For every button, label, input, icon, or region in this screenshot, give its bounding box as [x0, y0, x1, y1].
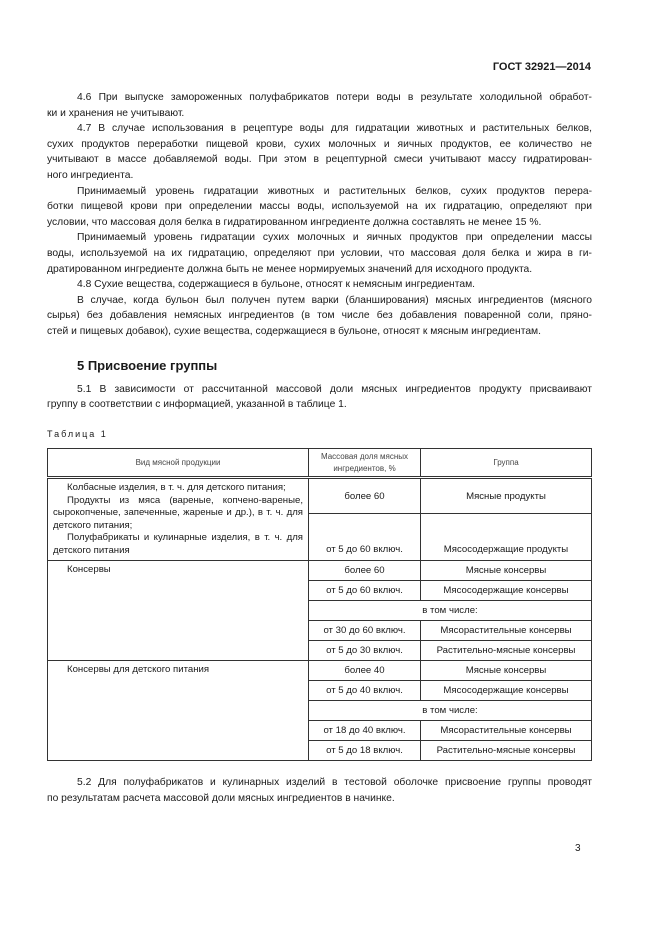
header-product-type: Вид мясной продукции: [48, 449, 309, 478]
header-meat-share: Массовая доля мясных ингредиентов, %: [309, 449, 421, 478]
paragraph-line: учитывают в массе добавляемой воды. При этом в рецептурной смеси учитывают массу гидратирован-: [47, 154, 592, 166]
paragraph-line: сухих продуктов переработки пищевой крови, сухих молочных и яичных продуктов, ее количество не: [47, 138, 592, 150]
group-cell: Мясорастительные консервы: [421, 721, 592, 741]
paragraph-line: условии, что массовая доля белка в гидратированном ингредиенте должна составлять не менее 15 %.: [47, 216, 542, 228]
group-cell: Растительно-мясные консервы: [421, 741, 592, 761]
table-caption: Таблица 1: [47, 428, 108, 439]
section-4-text: [47, 90, 592, 340]
paragraph-line: В случае, когда бульон был получен путем варки (бланширования) мясных ингредиентов (мясного: [77, 294, 592, 306]
paragraph-line: дратированном ингредиенте должна быть не менее нормируемых значений для исходного продукта.: [47, 263, 533, 275]
paragraph-line: 5.2 Для полуфабрикатов и кулинарных изделий в тестовой оболочке присвоение группы проводят: [77, 777, 592, 789]
paragraph-line: 4.7 В случае использования в рецептуре воды для гидратации животных и растительных белков,: [77, 123, 592, 135]
paragraph-line: 5.1 В зависимости от рассчитанной массовой доли мясных ингредиентов продукту присваивают: [77, 383, 592, 395]
meat-share-cell: от 30 до 60 включ.: [309, 621, 421, 641]
paragraph-line: ного ингредиента.: [47, 169, 134, 181]
paragraph-line: ботки пищевой крови при определении массы воды, используемой на их гидратацию, определяют при: [47, 201, 592, 213]
desc-line: Колбасные изделия, в т. ч. для детского питания;: [67, 482, 286, 494]
product-desc: Консервы для детского питания: [48, 661, 309, 761]
meat-share-cell: более 60: [309, 561, 421, 581]
product-desc: [48, 478, 309, 561]
meat-share-cell: от 5 до 60 включ.: [309, 581, 421, 601]
meat-share-cell: от 5 до 60 включ.: [309, 514, 421, 561]
group-cell: Мясосодержащие продукты: [421, 514, 592, 561]
table-1: [47, 448, 592, 761]
table-row: [48, 561, 592, 581]
group-cell: Мясосодержащие консервы: [421, 681, 592, 701]
table-header-row: [48, 449, 592, 478]
product-desc: Консервы: [48, 561, 309, 661]
header-group: Группа: [421, 449, 592, 478]
section-title: 5 Присвоение группы: [77, 357, 218, 373]
paragraph-line: воды, используемой на их гидратацию, определяют при условии, что массовая доля белка и жира в ги-: [47, 247, 592, 259]
group-cell: Мясные консервы: [421, 561, 592, 581]
meat-share-cell: более 60: [309, 478, 421, 514]
desc-line: Полуфабрикаты и кулинарные изделия, в т. ч. для детского питания: [53, 532, 303, 556]
paragraph-line: сырья) без добавления немясных ингредиентов (в том числе без добавления поваренной соли, пряно-: [47, 310, 592, 322]
table-row: [48, 661, 592, 681]
document-body: [47, 90, 592, 806]
group-cell: Мясорастительные консервы: [421, 621, 592, 641]
group-cell: Мясные продукты: [421, 478, 592, 514]
standard-header: ГОСТ 32921—2014: [492, 61, 591, 73]
table-row: [48, 478, 592, 514]
page-number: 3: [575, 843, 581, 854]
section-5-2-text: [47, 775, 592, 806]
subgroup-label: в том числе:: [309, 601, 592, 621]
paragraph-line: Принимаемый уровень гидратации сухих молочных и яичных продуктов при определении массы: [77, 232, 592, 244]
group-cell: Мясосодержащие консервы: [421, 581, 592, 601]
paragraph-line: группу в соответствии с информацией, указанной в таблице 1.: [47, 399, 347, 411]
meat-share-cell: от 5 до 18 включ.: [309, 741, 421, 761]
paragraph-line: стей и пищевых добавок), сухие вещества, содержащиеся в бульоне, относят к мясным ингредиентам.: [47, 325, 541, 337]
paragraph-line: по результатам расчета массовой доли мясных ингредиентов в начинке.: [47, 792, 395, 804]
group-cell: Растительно-мясные консервы: [421, 641, 592, 661]
paragraph-line: ки и хранения не учитывают.: [47, 107, 185, 119]
subgroup-label: в том числе:: [309, 701, 592, 721]
paragraph-line: 4.8 Сухие вещества, содержащиеся в бульоне, относят к немясным ингредиентам.: [77, 279, 476, 291]
meat-share-cell: от 5 до 30 включ.: [309, 641, 421, 661]
meat-share-cell: от 18 до 40 включ.: [309, 721, 421, 741]
desc-line: Продукты из мяса (вареные, копчено-вареные, сырокопченые, запеченные, жареные и др.), в т. ч. для детского питания;: [53, 494, 303, 531]
meat-share-cell: более 40: [309, 661, 421, 681]
paragraph-line: Принимаемый уровень гидратации животных и растительных белков, сухих продуктов перера-: [77, 185, 592, 197]
meat-share-cell: от 5 до 40 включ.: [309, 681, 421, 701]
group-cell: Мясные консервы: [421, 661, 592, 681]
paragraph-line: 4.6 При выпуске замороженных полуфабрикатов потери воды в результате холодильной обработ-: [77, 92, 592, 103]
section-5-text: [47, 382, 592, 413]
